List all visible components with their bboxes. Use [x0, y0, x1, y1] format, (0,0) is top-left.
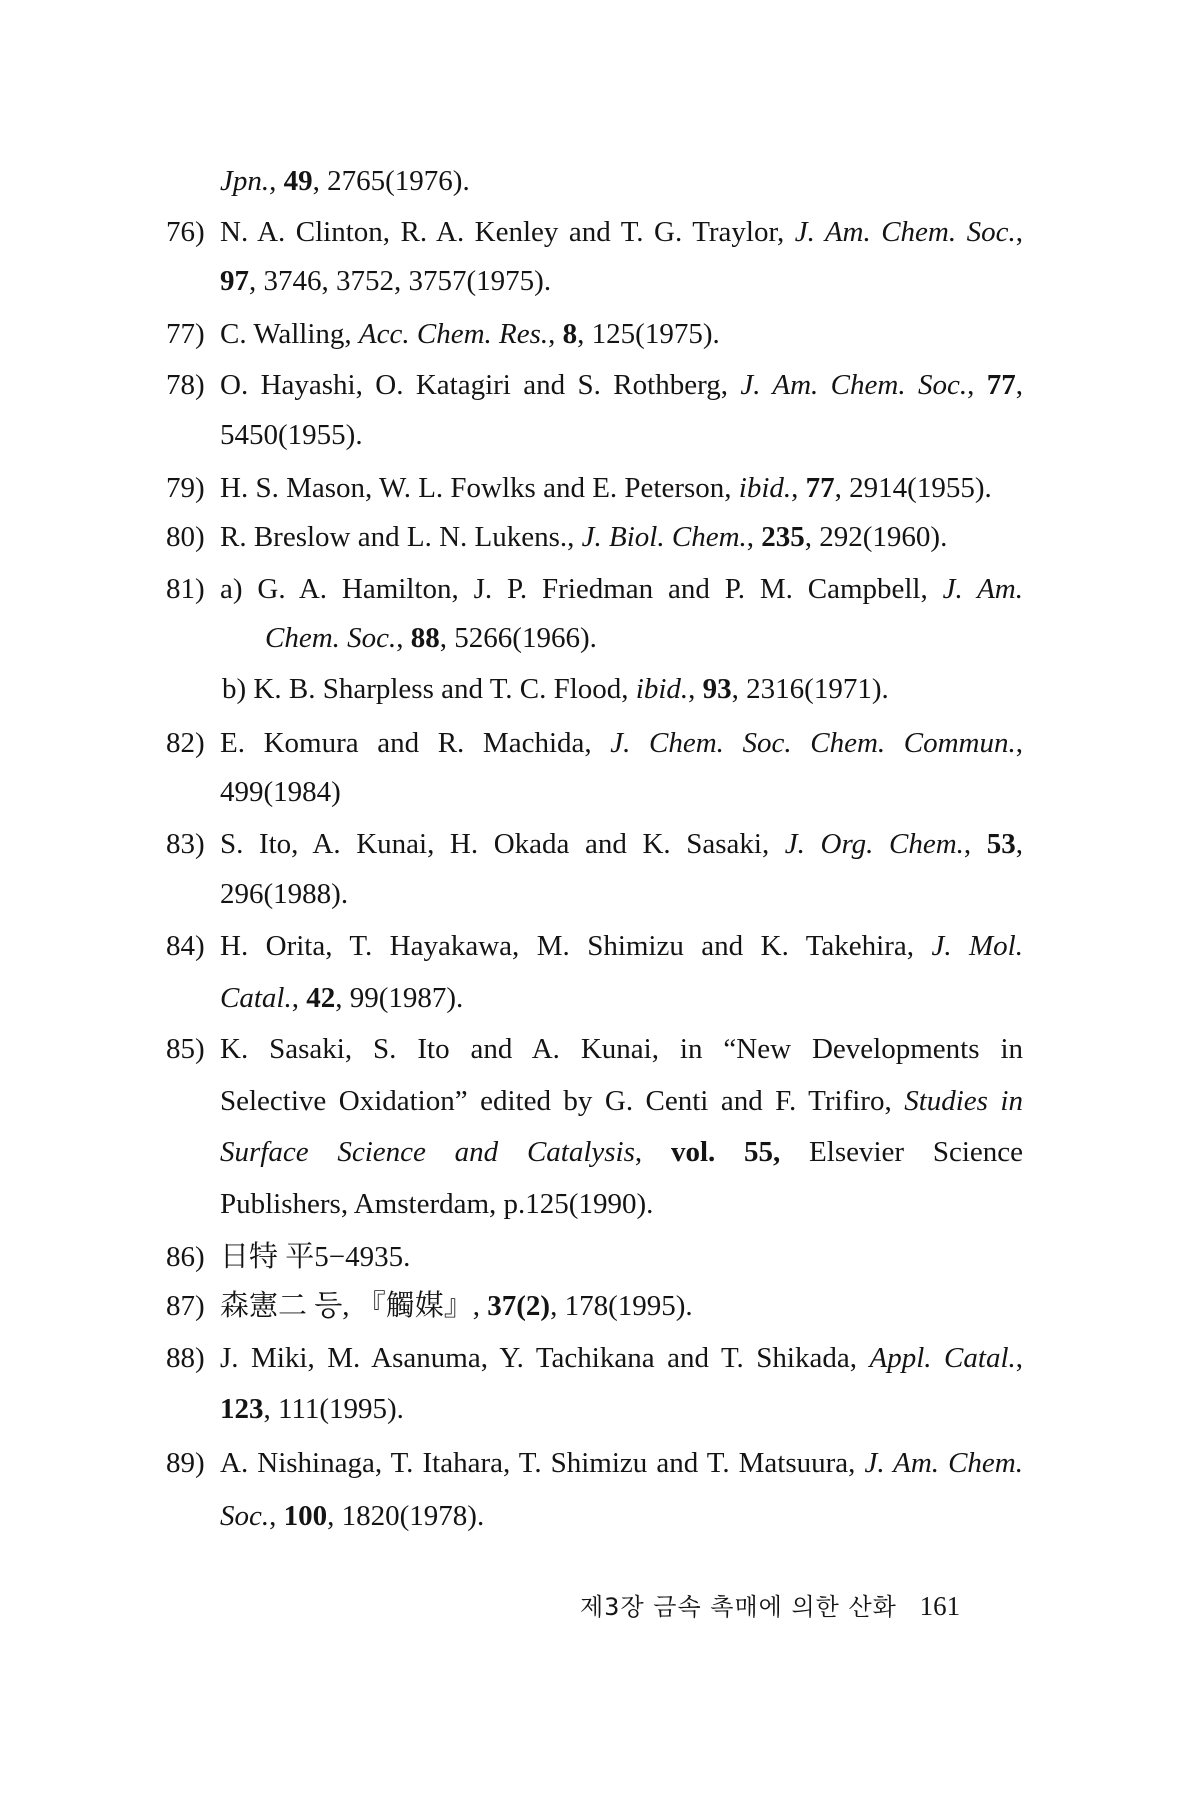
citation-text: , 2914(1955). — [834, 472, 992, 505]
journal-title: Surface Science and Catalysis — [220, 1136, 635, 1169]
reference-number: 76) — [166, 216, 205, 249]
reference-line — [0, 1186, 1200, 1222]
citation-text: C. Walling, — [220, 317, 359, 350]
citation-text: , — [269, 164, 284, 197]
reference-text — [220, 1134, 1023, 1170]
reference-text — [265, 620, 597, 656]
citation-text: O. Hayashi, O. Katagiri and S. Rothberg, — [220, 369, 741, 402]
reference-text — [220, 1445, 1023, 1481]
volume-number: 235 — [761, 521, 805, 554]
citation-text: , 292(1960). — [804, 521, 948, 554]
reference-text — [220, 1239, 410, 1275]
citation-text: , — [634, 1136, 671, 1169]
reference-line — [0, 214, 1200, 250]
journal-title: ibid. — [738, 472, 792, 505]
page-number: 161 — [919, 1591, 961, 1621]
reference-number: 78) — [166, 369, 205, 402]
citation-text: , — [1015, 726, 1023, 759]
reference-line — [0, 1288, 1200, 1324]
reference-number: 89) — [166, 1447, 205, 1480]
reference-text — [220, 417, 363, 453]
reference-line — [0, 928, 1200, 964]
citation-text: , — [688, 673, 703, 706]
reference-text — [222, 671, 889, 707]
citation-text: 日特 平5−4935. — [220, 1241, 411, 1274]
volume-number: 97 — [220, 265, 249, 298]
citation-text: , — [396, 621, 411, 654]
citation-text: , — [1015, 216, 1023, 249]
reference-text — [220, 826, 1023, 862]
reference-line — [0, 1031, 1200, 1067]
reference-number: 80) — [166, 521, 205, 554]
reference-text — [220, 1186, 653, 1222]
volume-number: 100 — [283, 1499, 328, 1532]
reference-text — [220, 1498, 484, 1534]
citation-text: A. Nishinaga, T. Itahara, T. Shimizu and T. Matsuura, — [220, 1447, 865, 1480]
citation-text: a) G. A. Hamilton, J. P. Friedman and P. M. Campbell, — [220, 572, 943, 605]
reference-number: 86) — [166, 1241, 205, 1274]
reference-number: 81) — [166, 572, 205, 605]
journal-title: Studies in — [904, 1084, 1023, 1117]
citation-text: N. A. Clinton, R. A. Kenley and T. G. Traylor, — [220, 216, 795, 249]
citation-text: , — [1015, 1341, 1023, 1374]
reference-text — [220, 725, 1023, 761]
citation-text: , 125(1975). — [577, 317, 720, 350]
journal-title: Chem. Soc. — [265, 621, 397, 654]
reference-line — [0, 980, 1200, 1016]
citation-text: J. Miki, M. Asanuma, Y. Tachikana and T. Shikada, — [220, 1341, 870, 1374]
journal-title: J. Am. — [942, 572, 1023, 605]
citation-text: , 1820(1978). — [327, 1499, 485, 1532]
reference-number: 77) — [166, 317, 205, 350]
reference-line — [0, 1445, 1200, 1481]
journal-title: J. Am. Chem. Soc. — [794, 216, 1016, 249]
journal-title: J. Am. Chem. Soc. — [740, 369, 968, 402]
volume-number: 93 — [702, 673, 732, 706]
citation-text: 森憲二 등, 『觸媒』, — [220, 1290, 488, 1323]
reference-text — [220, 1391, 404, 1427]
citation-text: , — [1015, 827, 1023, 860]
reference-number: 82) — [166, 726, 205, 759]
citation-text: 296(1988). — [220, 877, 349, 910]
reference-text — [220, 214, 1023, 250]
reference-number: 85) — [166, 1033, 205, 1066]
reference-line — [0, 620, 1200, 656]
volume-number: 88 — [410, 621, 440, 654]
reference-line — [0, 519, 1200, 555]
citation-text: , 111(1995). — [263, 1393, 404, 1426]
journal-title: ibid. — [635, 673, 689, 706]
citation-text: , — [291, 981, 307, 1014]
reference-text — [220, 367, 1023, 403]
citation-text: H. Orita, T. Hayakawa, M. Shimizu and K. Takehira, — [220, 930, 932, 963]
reference-line — [0, 1083, 1200, 1119]
volume-number: 8 — [562, 317, 578, 350]
reference-line — [0, 671, 1200, 707]
reference-line — [0, 725, 1200, 761]
reference-line — [0, 774, 1200, 810]
citation-text: , 2765(1976). — [312, 164, 470, 197]
citation-text: , — [269, 1499, 284, 1532]
citation-text: , 99(1987). — [335, 981, 464, 1014]
journal-title: Jpn. — [220, 164, 270, 197]
reference-number: 87) — [166, 1290, 205, 1323]
reference-line — [0, 1134, 1200, 1170]
reference-line — [0, 163, 1200, 199]
reference-text — [220, 316, 720, 352]
citation-text: R. Breslow and L. N. Lukens., — [220, 521, 582, 554]
citation-text: , 3746, 3752, 3757(1975). — [249, 265, 552, 298]
citation-text: , — [548, 317, 563, 350]
reference-text — [220, 1031, 1023, 1067]
citation-text: , — [1015, 369, 1023, 402]
volume-number: 49 — [283, 164, 313, 197]
citation-text: , 5266(1966). — [439, 621, 597, 654]
reference-number: 88) — [166, 1341, 205, 1374]
journal-title: Acc. Chem. Res. — [358, 317, 549, 350]
reference-text — [220, 876, 348, 912]
reference-line — [0, 571, 1200, 607]
reference-text — [220, 980, 463, 1016]
running-footer — [580, 1588, 960, 1625]
reference-line — [0, 1391, 1200, 1427]
citation-text: Publishers, Amsterdam, p.125(1990). — [220, 1187, 654, 1220]
reference-line — [0, 1498, 1200, 1534]
reference-line — [0, 876, 1200, 912]
journal-title: J. Mol. — [931, 930, 1023, 963]
citation-text: 5450(1955). — [220, 419, 363, 452]
citation-text: K. Sasaki, S. Ito and A. Kunai, in “New Developments in — [220, 1033, 1023, 1066]
chapter-title: 제3장 금속 촉매에 의한 산화 — [580, 1593, 897, 1621]
reference-text — [220, 1340, 1023, 1376]
volume-number: 37(2) — [487, 1290, 551, 1323]
journal-title: J. Am. Chem. — [864, 1447, 1023, 1480]
reference-number: 84) — [166, 930, 205, 963]
journal-title: Soc. — [220, 1499, 270, 1532]
reference-text — [220, 774, 341, 810]
journal-title: Appl. Catal. — [869, 1341, 1016, 1374]
citation-text: Selective Oxidation” edited by G. Centi and F. Trifiro, — [220, 1084, 905, 1117]
citation-text: E. Komura and R. Machida, — [220, 726, 611, 759]
citation-text: b) K. B. Sharpless and T. C. Flood, — [222, 673, 636, 706]
reference-line — [0, 1340, 1200, 1376]
reference-text — [220, 263, 551, 299]
volume-number: 77 — [986, 369, 1016, 402]
reference-line — [0, 367, 1200, 403]
citation-text: Elsevier Science — [780, 1136, 1023, 1169]
reference-text — [220, 571, 1023, 607]
volume-number: 77 — [805, 472, 835, 505]
citation-text: 499(1984) — [220, 776, 341, 809]
citation-text: , — [791, 472, 806, 505]
citation-text: , 178(1995). — [550, 1290, 693, 1323]
reference-line — [0, 826, 1200, 862]
citation-text: S. Ito, A. Kunai, H. Okada and K. Sasaki, — [220, 827, 785, 860]
reference-number: 79) — [166, 472, 205, 505]
reference-number: 83) — [166, 827, 205, 860]
journal-title: J. Org. Chem. — [784, 827, 964, 860]
reference-line — [0, 470, 1200, 506]
citation-text: , 2316(1971). — [731, 673, 889, 706]
citation-text: H. S. Mason, W. L. Fowlks and E. Peterson, — [220, 472, 739, 505]
reference-text — [220, 519, 947, 555]
reference-text — [220, 163, 470, 199]
volume-number: vol. 55, — [670, 1136, 781, 1169]
reference-text — [220, 1288, 693, 1324]
reference-text — [220, 470, 992, 506]
citation-text: , — [967, 369, 987, 402]
journal-title: J. Chem. Soc. Chem. Commun. — [610, 726, 1016, 759]
citation-text: , — [746, 521, 762, 554]
reference-line — [0, 263, 1200, 299]
journal-title: J. Biol. Chem. — [581, 521, 747, 554]
volume-number: 53 — [986, 827, 1016, 860]
reference-line — [0, 417, 1200, 453]
volume-number: 42 — [306, 981, 336, 1014]
reference-line — [0, 316, 1200, 352]
reference-text — [220, 1083, 1023, 1119]
citation-text: , — [963, 827, 987, 860]
reference-line — [0, 1239, 1200, 1275]
journal-title: Catal. — [220, 981, 292, 1014]
reference-text — [220, 928, 1023, 964]
volume-number: 123 — [220, 1393, 264, 1426]
